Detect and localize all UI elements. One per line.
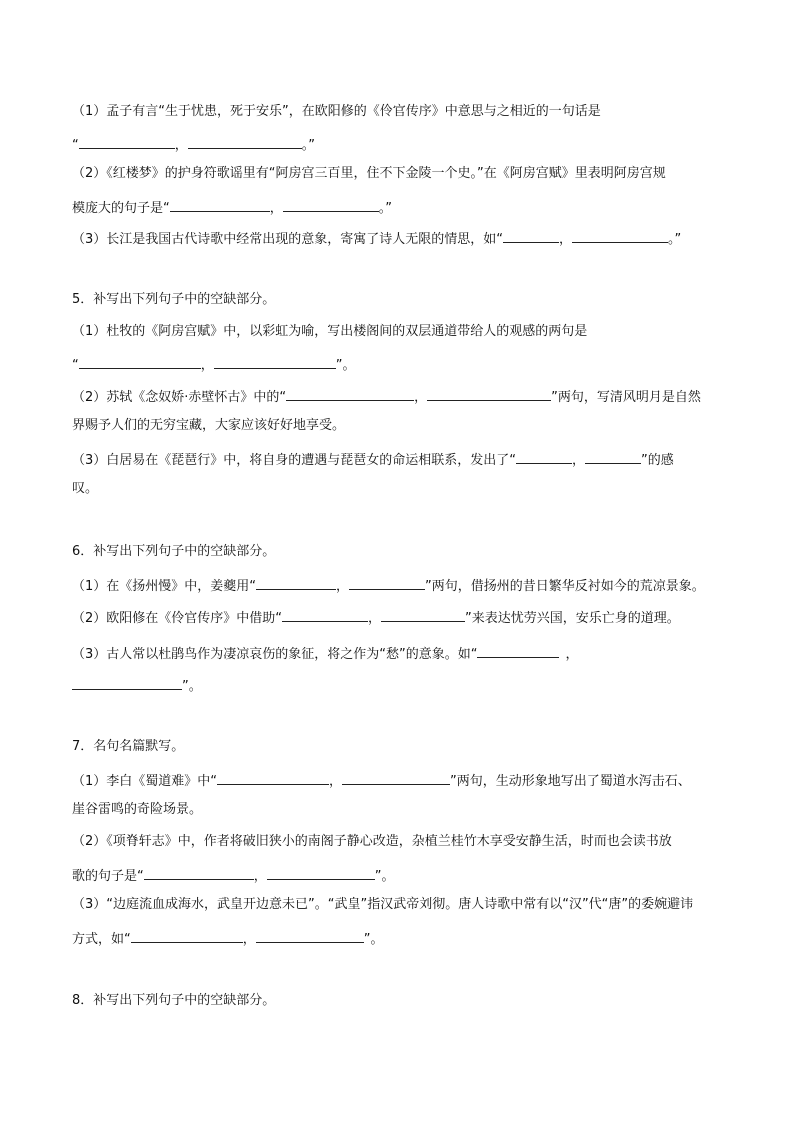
comma: ，	[174, 138, 188, 153]
answer-blank[interactable]	[217, 770, 329, 785]
answer-blank[interactable]	[256, 928, 364, 943]
q7-title	[72, 738, 184, 756]
q5-item1-text: （1）杜牧的《阿房宫赋》中，以彩虹为喻，写出楼阁间的双层通道带给人的观感的两句是	[72, 324, 588, 339]
q7-item3-line2	[72, 928, 384, 949]
answer-blank[interactable]	[188, 134, 302, 149]
q5-item2-line1	[72, 386, 701, 407]
q5-title	[72, 291, 275, 309]
quote-open: “	[72, 358, 79, 373]
q4-item2-line1	[72, 165, 666, 183]
q4-item3-text: （3）长江是我国古代诗歌中经常出现的意象，寄寓了诗人无限的情思，如“	[72, 232, 504, 247]
q7-item1-line1	[72, 770, 691, 791]
answer-blank[interactable]	[214, 354, 336, 369]
answer-blank[interactable]	[427, 386, 551, 401]
q5-item3-text-lead: （3）白居易在《琵琶行》中，将自身的遭遇与琵琶女的命运相联系，发出了“	[72, 453, 517, 468]
q4-item1-text: （1）孟子有言“生于忧患，死于安乐”，在欧阳修的《伶官传序》中意思与之相近的一句话是	[72, 104, 601, 119]
q4-item1-line2	[72, 134, 315, 155]
q7-item1-text-lead: （1）李白《蜀道难》中“	[72, 774, 218, 789]
q5-item2-text-tail: ”两句，写清风明月是自然	[551, 390, 701, 405]
comma: ，	[559, 232, 573, 247]
quote-close: ”。	[335, 358, 356, 373]
q5-item2-line2	[72, 417, 345, 435]
comma: ，	[200, 358, 214, 373]
comma: ，	[368, 611, 382, 626]
q6-title	[72, 543, 275, 561]
answer-blank[interactable]	[72, 675, 182, 690]
q6-item3-line1	[72, 643, 579, 664]
answer-blank[interactable]	[283, 197, 379, 212]
q6-item1	[72, 575, 705, 596]
q6-item1-text-lead: （1）在《扬州慢》中，姜夔用“	[72, 579, 257, 594]
q5-item3-line1	[72, 449, 674, 470]
q4-item2-text: （2）《红楼梦》的护身符歌谣里有“阿房宫三百里，住不下金陵一个史。”在《阿房宫赋》里表明阿房宫规	[72, 166, 666, 181]
quote-close: 。”	[378, 201, 393, 216]
q7-item3-text: （3）“边庭流血成海水，武皇开边意未已”。“武皇”指汉武帝刘彻。唐人诗歌中常有以“汉”代“唐”的委婉避讳	[72, 897, 694, 912]
comma: ，	[414, 390, 428, 405]
answer-blank[interactable]	[349, 575, 425, 590]
q7-item1-line2	[72, 801, 202, 819]
q5-item3-line2	[72, 480, 98, 498]
question-title: 5．补写出下列句子中的空缺部分。	[72, 292, 276, 307]
comma: ，	[336, 579, 350, 594]
answer-blank[interactable]	[79, 134, 175, 149]
answer-blank[interactable]	[585, 449, 641, 464]
answer-blank[interactable]	[477, 643, 559, 658]
answer-blank[interactable]	[381, 607, 465, 622]
comma: ，	[572, 453, 586, 468]
q5-item1-line2	[72, 354, 356, 375]
question-title: 6．补写出下列句子中的空缺部分。	[72, 544, 276, 559]
q7-item2-line1	[72, 833, 672, 851]
q4-item1-line1	[72, 103, 601, 121]
answer-blank[interactable]	[516, 449, 572, 464]
q6-item3-line2	[72, 675, 202, 696]
q5-item3-text-tail: ”的感	[641, 453, 674, 468]
q7-item2-line2	[72, 865, 395, 886]
q6-item3-text-lead: （3）古人常以杜鹃鸟作为凄凉哀伤的象征，将之作为“愁”的意象。如“	[72, 647, 478, 662]
q6-item2-text-lead: （2）欧阳修在《伶官传序》中借助“	[72, 611, 283, 626]
quote-close: ”。	[363, 932, 384, 947]
q6-item2-text-tail: ”来表达忧劳兴国，安乐亡身的道理。	[465, 611, 680, 626]
answer-blank[interactable]	[572, 228, 668, 243]
q8-title	[72, 992, 275, 1010]
q7-item3-text-lead: 方式，如“	[72, 932, 131, 947]
q4-item2-line2	[72, 197, 392, 218]
question-title: 7．名句名篇默写。	[72, 739, 185, 754]
answer-blank[interactable]	[170, 197, 270, 212]
q4-item3-line1	[72, 228, 681, 249]
q5-item3-text: 叹。	[72, 481, 99, 496]
answer-blank[interactable]	[256, 575, 336, 590]
comma: ，	[242, 932, 256, 947]
answer-blank[interactable]	[144, 865, 254, 880]
q5-item2-text: 界赐予人们的无穷宝藏，大家应该好好地享受。	[72, 418, 346, 433]
comma: ，	[269, 201, 283, 216]
quote-close: ”。	[374, 869, 395, 884]
q7-item2-text-lead: 歌的句子是“	[72, 869, 144, 884]
answer-blank[interactable]	[267, 865, 375, 880]
answer-blank[interactable]	[503, 228, 559, 243]
q5-item2-text-lead: （2）苏轼《念奴娇·赤壁怀古》中的“	[72, 390, 287, 405]
q5-item1-line1	[72, 323, 587, 341]
answer-blank[interactable]	[79, 354, 201, 369]
answer-blank[interactable]	[342, 770, 450, 785]
quote-close: ”。	[182, 679, 202, 694]
q7-item3-line1	[72, 896, 693, 914]
comma: ，	[329, 774, 343, 789]
answer-blank[interactable]	[282, 607, 368, 622]
q7-item1-text: 崖谷雷鸣的奇险场景。	[72, 802, 203, 817]
q6-item1-text-tail: ”两句，借扬州的昔日繁华反衬如今的荒凉景象。	[425, 579, 705, 594]
q7-item1-text-tail: ”两句，生动形象地写出了蜀道水泻击石、	[450, 774, 691, 789]
q4-item2-text-lead: 模庞大的句子是“	[72, 201, 170, 216]
answer-blank[interactable]	[131, 928, 243, 943]
q7-item2-text: （2）《项脊轩志》中，作者将破旧狭小的南阁子静心改造，杂植兰桂竹木享受安静生活，时而也会读书放	[72, 834, 672, 849]
comma: ，	[253, 869, 267, 884]
quote-close: 。”	[668, 232, 682, 247]
q6-item2	[72, 607, 680, 628]
quote-open: “	[72, 138, 79, 153]
quote-close: 。”	[301, 138, 316, 153]
question-title: 8．补写出下列句子中的空缺部分。	[72, 993, 276, 1008]
comma: ，	[565, 647, 579, 662]
answer-blank[interactable]	[286, 386, 414, 401]
